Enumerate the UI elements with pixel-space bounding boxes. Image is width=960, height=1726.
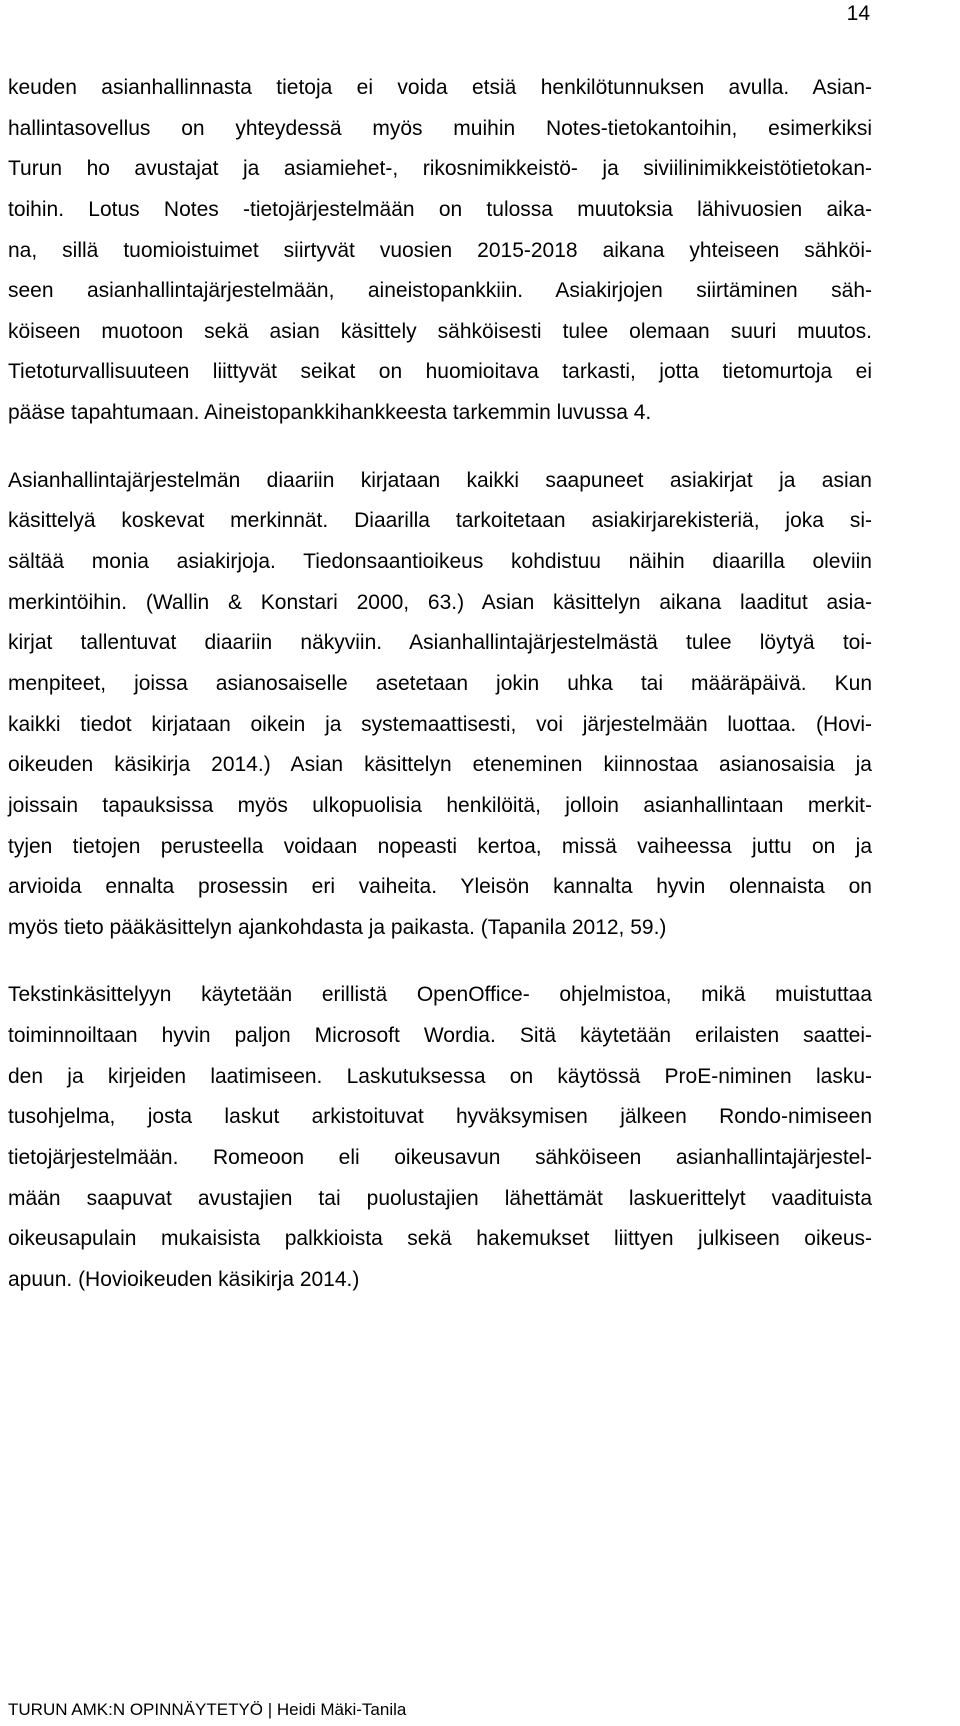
- paragraph-gap: [8, 434, 872, 461]
- text-line: Asianhallintajärjestelmän diaariin kirjataan kaikki saapuneet asiakirjat ja asian: [8, 468, 872, 492]
- text-line: joissain tapauksissa myös ulkopuolisia henkilöitä, jolloin asianhallintaan merkit-: [8, 793, 872, 817]
- text-line: tyjen tietojen perusteella voidaan nopeasti kertoa, missä vaiheessa juttu on ja: [8, 834, 872, 858]
- text-line: sältää monia asiakirjoja. Tiedonsaantioikeus kohdistuu näihin diaarilla oleviin: [8, 550, 872, 574]
- text-line: apuun. (Hovioikeuden käsikirja 2014.): [8, 1267, 360, 1291]
- paragraph-2: [8, 461, 872, 949]
- text-line: oikeusapulain mukaisista palkkioista sekä hakemukset liittyen julkiseen oikeus-: [8, 1227, 872, 1251]
- text-line: arvioida ennalta prosessin eri vaiheita. Yleisön kannalta hyvin olennaista on: [8, 875, 872, 899]
- text-line: den ja kirjeiden laatimiseen. Laskutuksessa on käytössä ProE-niminen lasku-: [8, 1064, 872, 1088]
- text-line: tusohjelma, josta laskut arkistoituvat hyväksymisen jälkeen Rondo-nimiseen: [8, 1105, 872, 1129]
- text-line: na, sillä tuomioistuimet siirtyvät vuosien 2015-2018 aikana yhteiseen sähköi-: [8, 238, 872, 262]
- text-line: käsittelyä koskevat merkinnät. Diaarilla tarkoitetaan asiakirjarekisteriä, joka si-: [8, 509, 872, 533]
- text-line: Tekstinkäsittelyyn käytetään erillistä OpenOffice- ohjelmistoa, mikä muistuttaa: [8, 983, 872, 1007]
- text-line: toiminnoiltaan hyvin paljon Microsoft Wordia. Sitä käytetään erilaisten saattei-: [8, 1024, 872, 1048]
- text-line: toihin. Lotus Notes -tietojärjestelmään on tulossa muutoksia lähivuosien aika-: [8, 197, 872, 221]
- page-footer: TURUN AMK:N OPINNÄYTETYÖ | Heidi Mäki-Tanila: [8, 1700, 407, 1719]
- text-line: pääse tapahtumaan. Aineistopankkihankkeesta tarkemmin luvussa 4.: [8, 401, 652, 425]
- text-line: myös tieto pääkäsittelyn ajankohdasta ja paikasta. (Tapanila 2012, 59.): [8, 915, 667, 939]
- text-line: Tietoturvallisuuteen liittyvät seikat on huomioitava tarkasti, jotta tietomurtoja ei: [8, 360, 872, 384]
- paragraph-3: [8, 975, 872, 1300]
- text-line: Turun ho avustajat ja asiamiehet-, rikosnimikkeistö- ja siviilinimikkeistötietokan-: [8, 157, 872, 181]
- paragraph-gap: [8, 948, 872, 975]
- text-line: tietojärjestelmään. Romeoon eli oikeusavun sähköiseen asianhallintajärjestel-: [8, 1146, 872, 1170]
- text-line: seen asianhallintajärjestelmään, aineistopankkiin. Asiakirjojen siirtäminen säh-: [8, 279, 872, 303]
- text-line: köiseen muotoon sekä asian käsittely sähköisesti tulee olemaan suuri muutos.: [8, 319, 872, 343]
- text-line: menpiteet, joissa asianosaiselle asetetaan jokin uhka tai määräpäivä. Kun: [8, 671, 872, 695]
- text-line: hallintasovellus on yhteydessä myös muihin Notes-tietokantoihin, esimerkiksi: [8, 116, 872, 140]
- page-number: 14: [846, 2, 870, 25]
- text-line: mään saapuvat avustajien tai puolustajien lähettämät laskuerittelyt vaadituista: [8, 1186, 872, 1210]
- text-line: merkintöihin. (Wallin & Konstari 2000, 63.) Asian käsittelyn aikana laaditut asia-: [8, 590, 872, 614]
- text-line: kaikki tiedot kirjataan oikein ja systemaattisesti, voi järjestelmään luottaa. (Hovi-: [8, 712, 872, 736]
- text-line: keuden asianhallinnasta tietoja ei voida etsiä henkilötunnuksen avulla. Asian-: [8, 76, 872, 99]
- paragraph-1: [8, 68, 872, 434]
- text-line: kirjat tallentuvat diaariin näkyviin. Asianhallintajärjestelmästä tulee löytyä toi-: [8, 631, 872, 655]
- body-text: [8, 68, 872, 1301]
- text-line: oikeuden käsikirja 2014.) Asian käsittelyn eteneminen kiinnostaa asianosaisia ja: [8, 753, 872, 777]
